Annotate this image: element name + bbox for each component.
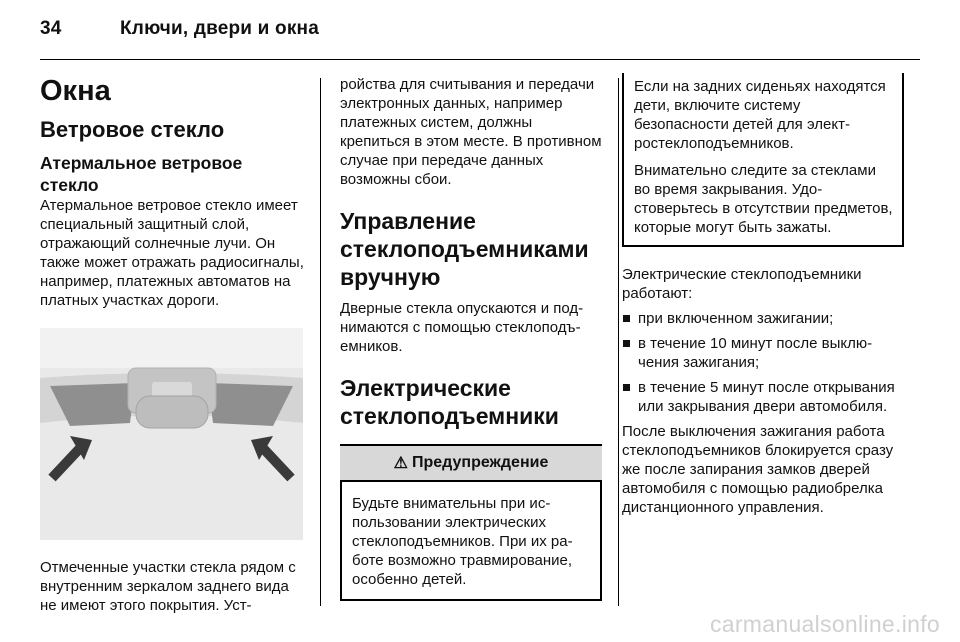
section-heading: Электрические стеклоподъемники: [340, 375, 559, 429]
page-header: [40, 18, 319, 40]
list-item: в течение 10 минут после выключения зажигания;: [622, 334, 904, 372]
paragraph: Дверные стекла опускаются и поднимаются с помощью стеклоподъемников.: [340, 300, 584, 355]
warning-icon: ⚠: [393, 455, 408, 472]
column-divider: [618, 78, 619, 606]
warning-text: Внимательно следите за стеклами во время закрывания. Удостоверьтесь в отсутствии предметов, которые могут быть зажаты.: [634, 162, 893, 236]
paragraph: Атермальное ветровое стекло имеет специальный защитный слой, отражающий солнечные лучи. Он также может отражать радиосигналы, например, платежных автоматов на платных участках дороги.: [40, 197, 304, 309]
section-title: Окна: [40, 75, 111, 107]
section-heading: Управление стеклоподъемниками вручную: [340, 208, 589, 290]
topic-title: Атермальное ветровое стекло: [40, 153, 243, 195]
column-divider: [320, 78, 321, 606]
column-1: [40, 72, 305, 615]
warning-title: Предупреждение: [412, 454, 549, 471]
paragraph: После выключения зажигания работа стеклоподъемников блокируется сразу же после запирания замков дверей автомобиля с помощью радиобрелка дистанционного управления.: [622, 423, 894, 516]
watermark: carmanualsonline.info: [709, 611, 940, 637]
warning-text: Будьте внимательны при использовании электрических стеклоподъемников. При их работе возможно травмирование, особенно детей.: [352, 495, 573, 588]
paragraph: Отмеченные участки стекла рядом с внутренним зеркалом заднего вида не имеют этого покрытия. Уст-: [40, 559, 296, 614]
warning-box-continued: [622, 73, 904, 247]
warning-box: [340, 444, 602, 601]
chapter-title: Ключи, двери и окна: [120, 18, 319, 39]
conditions-list: [622, 309, 904, 416]
warning-header: [340, 444, 602, 482]
paragraph: ройства для считывания и передачи электронных данных, например платежных систем, должны крепиться в этом месте. В противном случае при передаче данных возможны сбои.: [340, 76, 602, 188]
subsection-title: Ветровое стекло: [40, 117, 225, 142]
page-number: 34: [40, 18, 62, 39]
windshield-illustration: [40, 328, 303, 540]
column-3: [622, 75, 904, 517]
list-item: при включенном зажигании;: [622, 309, 904, 328]
paragraph: Электрические стеклоподъемники работают:: [622, 266, 862, 302]
header-rule: [40, 59, 920, 60]
column-2: [340, 75, 602, 601]
list-item: в течение 5 минут после открывания или закрывания двери автомобиля.: [622, 378, 904, 416]
warning-text: Если на задних сиденьях находятся дети, включите систему безопасности детей для электростеклоподъемников.: [634, 78, 886, 152]
